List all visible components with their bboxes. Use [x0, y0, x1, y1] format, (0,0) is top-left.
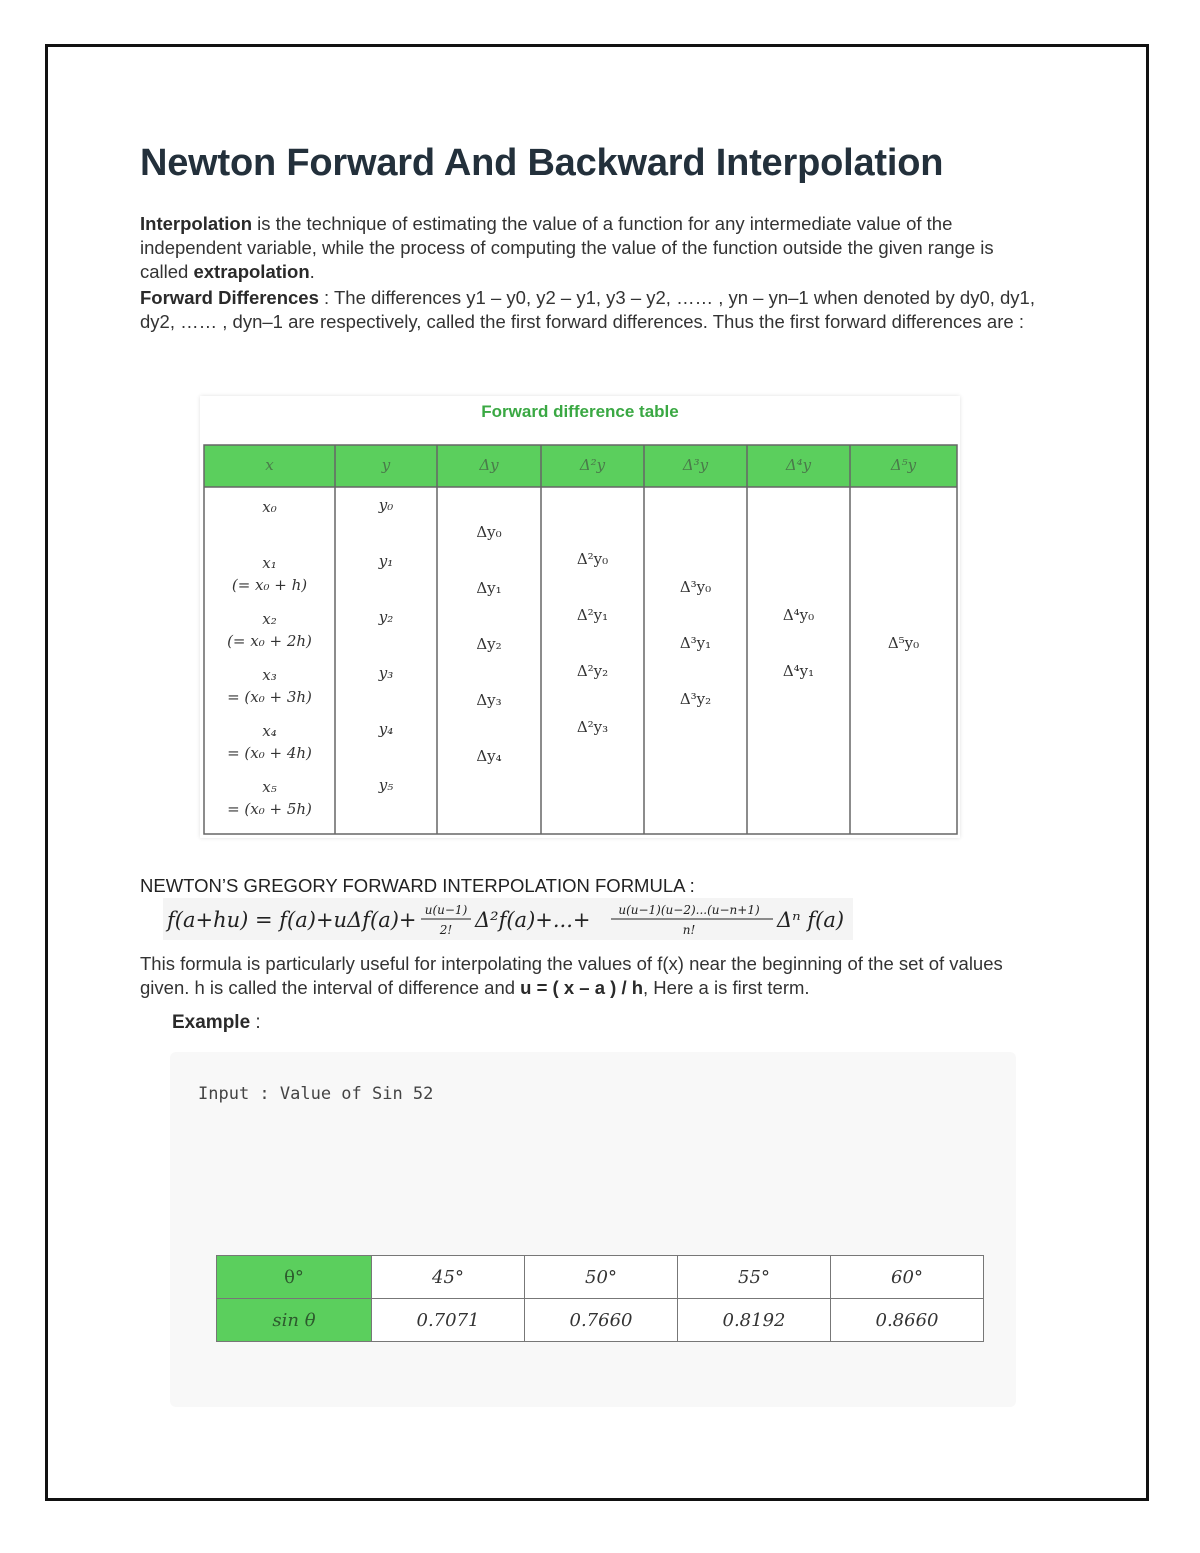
delta5-cell: Δ⁵y₀	[887, 634, 920, 652]
interpolation-paragraph: Interpolation is the technique of estimating the value of a function for any intermediate value of the independent variable, while the process of computing the value of the function outside the given range is called extrapolation.	[140, 213, 994, 282]
page-title: Newton Forward And Backward Interpolation	[140, 142, 944, 184]
theta-header: θ°	[217, 1256, 372, 1299]
delta1-cell: Δy₃	[476, 691, 502, 709]
term-interpolation: Interpolation	[140, 213, 253, 234]
delta2-cell: Δ²y₂	[576, 662, 609, 680]
table-cell: 0.8660	[831, 1299, 984, 1342]
u-definition: u = ( x – a ) / h	[520, 977, 644, 998]
table-row	[217, 1299, 984, 1342]
table-cell: 45°	[372, 1256, 525, 1299]
x-cell: x₀	[262, 498, 277, 516]
delta2-cell: Δ²y₀	[576, 550, 609, 568]
x-cell: (= x₀ + h)	[231, 576, 308, 594]
table-header-3: Δ²y	[579, 456, 606, 474]
delta1-cell: Δy₀	[476, 523, 502, 541]
sine-values-table	[216, 1255, 984, 1342]
delta4-cell: Δ⁴y₁	[782, 662, 815, 680]
delta1-cell: Δy₁	[476, 579, 502, 597]
x-cell: x₄	[262, 722, 277, 740]
table-cell: 0.7660	[525, 1299, 678, 1342]
delta3-cell: Δ³y₁	[679, 634, 712, 652]
example-code-box	[170, 1052, 1016, 1407]
usage-paragraph: This formula is particularly useful for interpolating the values of f(x) near the beginning of the set of values given. h is called the interval of difference and u = ( x – a ) / h, Here a is first term.	[140, 953, 1003, 998]
formula-lhs: f(a+hu) = f(a)+uΔf(a)+	[167, 908, 417, 932]
formula-frac2-num: u(u−1)(u−2)...(u−n+1)	[618, 903, 760, 917]
newton-formula	[163, 898, 853, 940]
formula-frac1-den: 2!	[439, 923, 453, 937]
example-input-code: Input : Value of Sin 52	[198, 1084, 434, 1104]
x-cell: x₅	[262, 778, 277, 796]
table-header-2: Δy	[479, 456, 499, 474]
forward-difference-table	[200, 396, 960, 838]
x-cell: x₃	[262, 666, 277, 684]
table-header-0: x	[265, 456, 274, 474]
x-cell: x₁	[262, 554, 277, 572]
forward-differences-paragraph: Forward Differences : The differences y1 – y0, y2 – y1, y3 – y2, …… , yn – yn–1 when denoted by dy0, dy1, dy2, …… , dyn–1 are respectively, called the first forward differences. Thus the first forward differences are :	[140, 287, 1035, 332]
term-forward-differences: Forward Differences	[140, 287, 319, 308]
formula-frac2-den: n!	[682, 923, 696, 937]
delta2-cell: Δ²y₁	[576, 606, 609, 624]
table-header-5: Δ⁴y	[785, 456, 812, 474]
formula-end: Δⁿ f(a)	[777, 908, 845, 932]
forward-difference-table-figure	[200, 396, 960, 838]
formula-frac1-num: u(u−1)	[424, 903, 468, 917]
y-cell: y₀	[378, 496, 394, 514]
example-label: Example :	[172, 1012, 261, 1033]
table-row	[217, 1256, 984, 1299]
x-cell: x₂	[262, 610, 277, 628]
table-header-6: Δ⁵y	[890, 456, 917, 474]
y-cell: y₄	[378, 720, 394, 738]
sin-header: sin θ	[217, 1299, 372, 1342]
x-cell: = (x₀ + 5h)	[227, 800, 312, 818]
table-cell: 50°	[525, 1256, 678, 1299]
x-cell: = (x₀ + 4h)	[227, 744, 312, 762]
table-outline	[204, 445, 957, 834]
x-cell: = (x₀ + 3h)	[227, 688, 312, 706]
table-cell: 55°	[678, 1256, 831, 1299]
y-cell: y₁	[378, 552, 394, 570]
delta4-cell: Δ⁴y₀	[782, 606, 815, 624]
y-cell: y₃	[378, 664, 394, 682]
formula-mid: Δ²f(a)+...+	[475, 908, 591, 932]
delta3-cell: Δ³y₂	[679, 690, 712, 708]
table-cell: 60°	[831, 1256, 984, 1299]
y-cell: y₂	[378, 608, 394, 626]
table-cell: 0.8192	[678, 1299, 831, 1342]
table-cell: 0.7071	[372, 1299, 525, 1342]
delta3-cell: Δ³y₀	[679, 578, 712, 596]
term-extrapolation: extrapolation	[193, 261, 310, 282]
delta2-cell: Δ²y₃	[576, 718, 609, 736]
table-header-4: Δ³y	[682, 456, 709, 474]
x-cell: (= x₀ + 2h)	[227, 632, 312, 650]
y-cell: y₅	[378, 776, 394, 794]
table-caption: Forward difference table	[481, 402, 679, 421]
formula-svg	[163, 898, 853, 940]
delta1-cell: Δy₂	[476, 635, 502, 653]
formula-heading: NEWTON’S GREGORY FORWARD INTERPOLATION FORMULA :	[140, 875, 695, 896]
table-header-1: y	[381, 456, 391, 474]
delta1-cell: Δy₄	[476, 747, 502, 765]
